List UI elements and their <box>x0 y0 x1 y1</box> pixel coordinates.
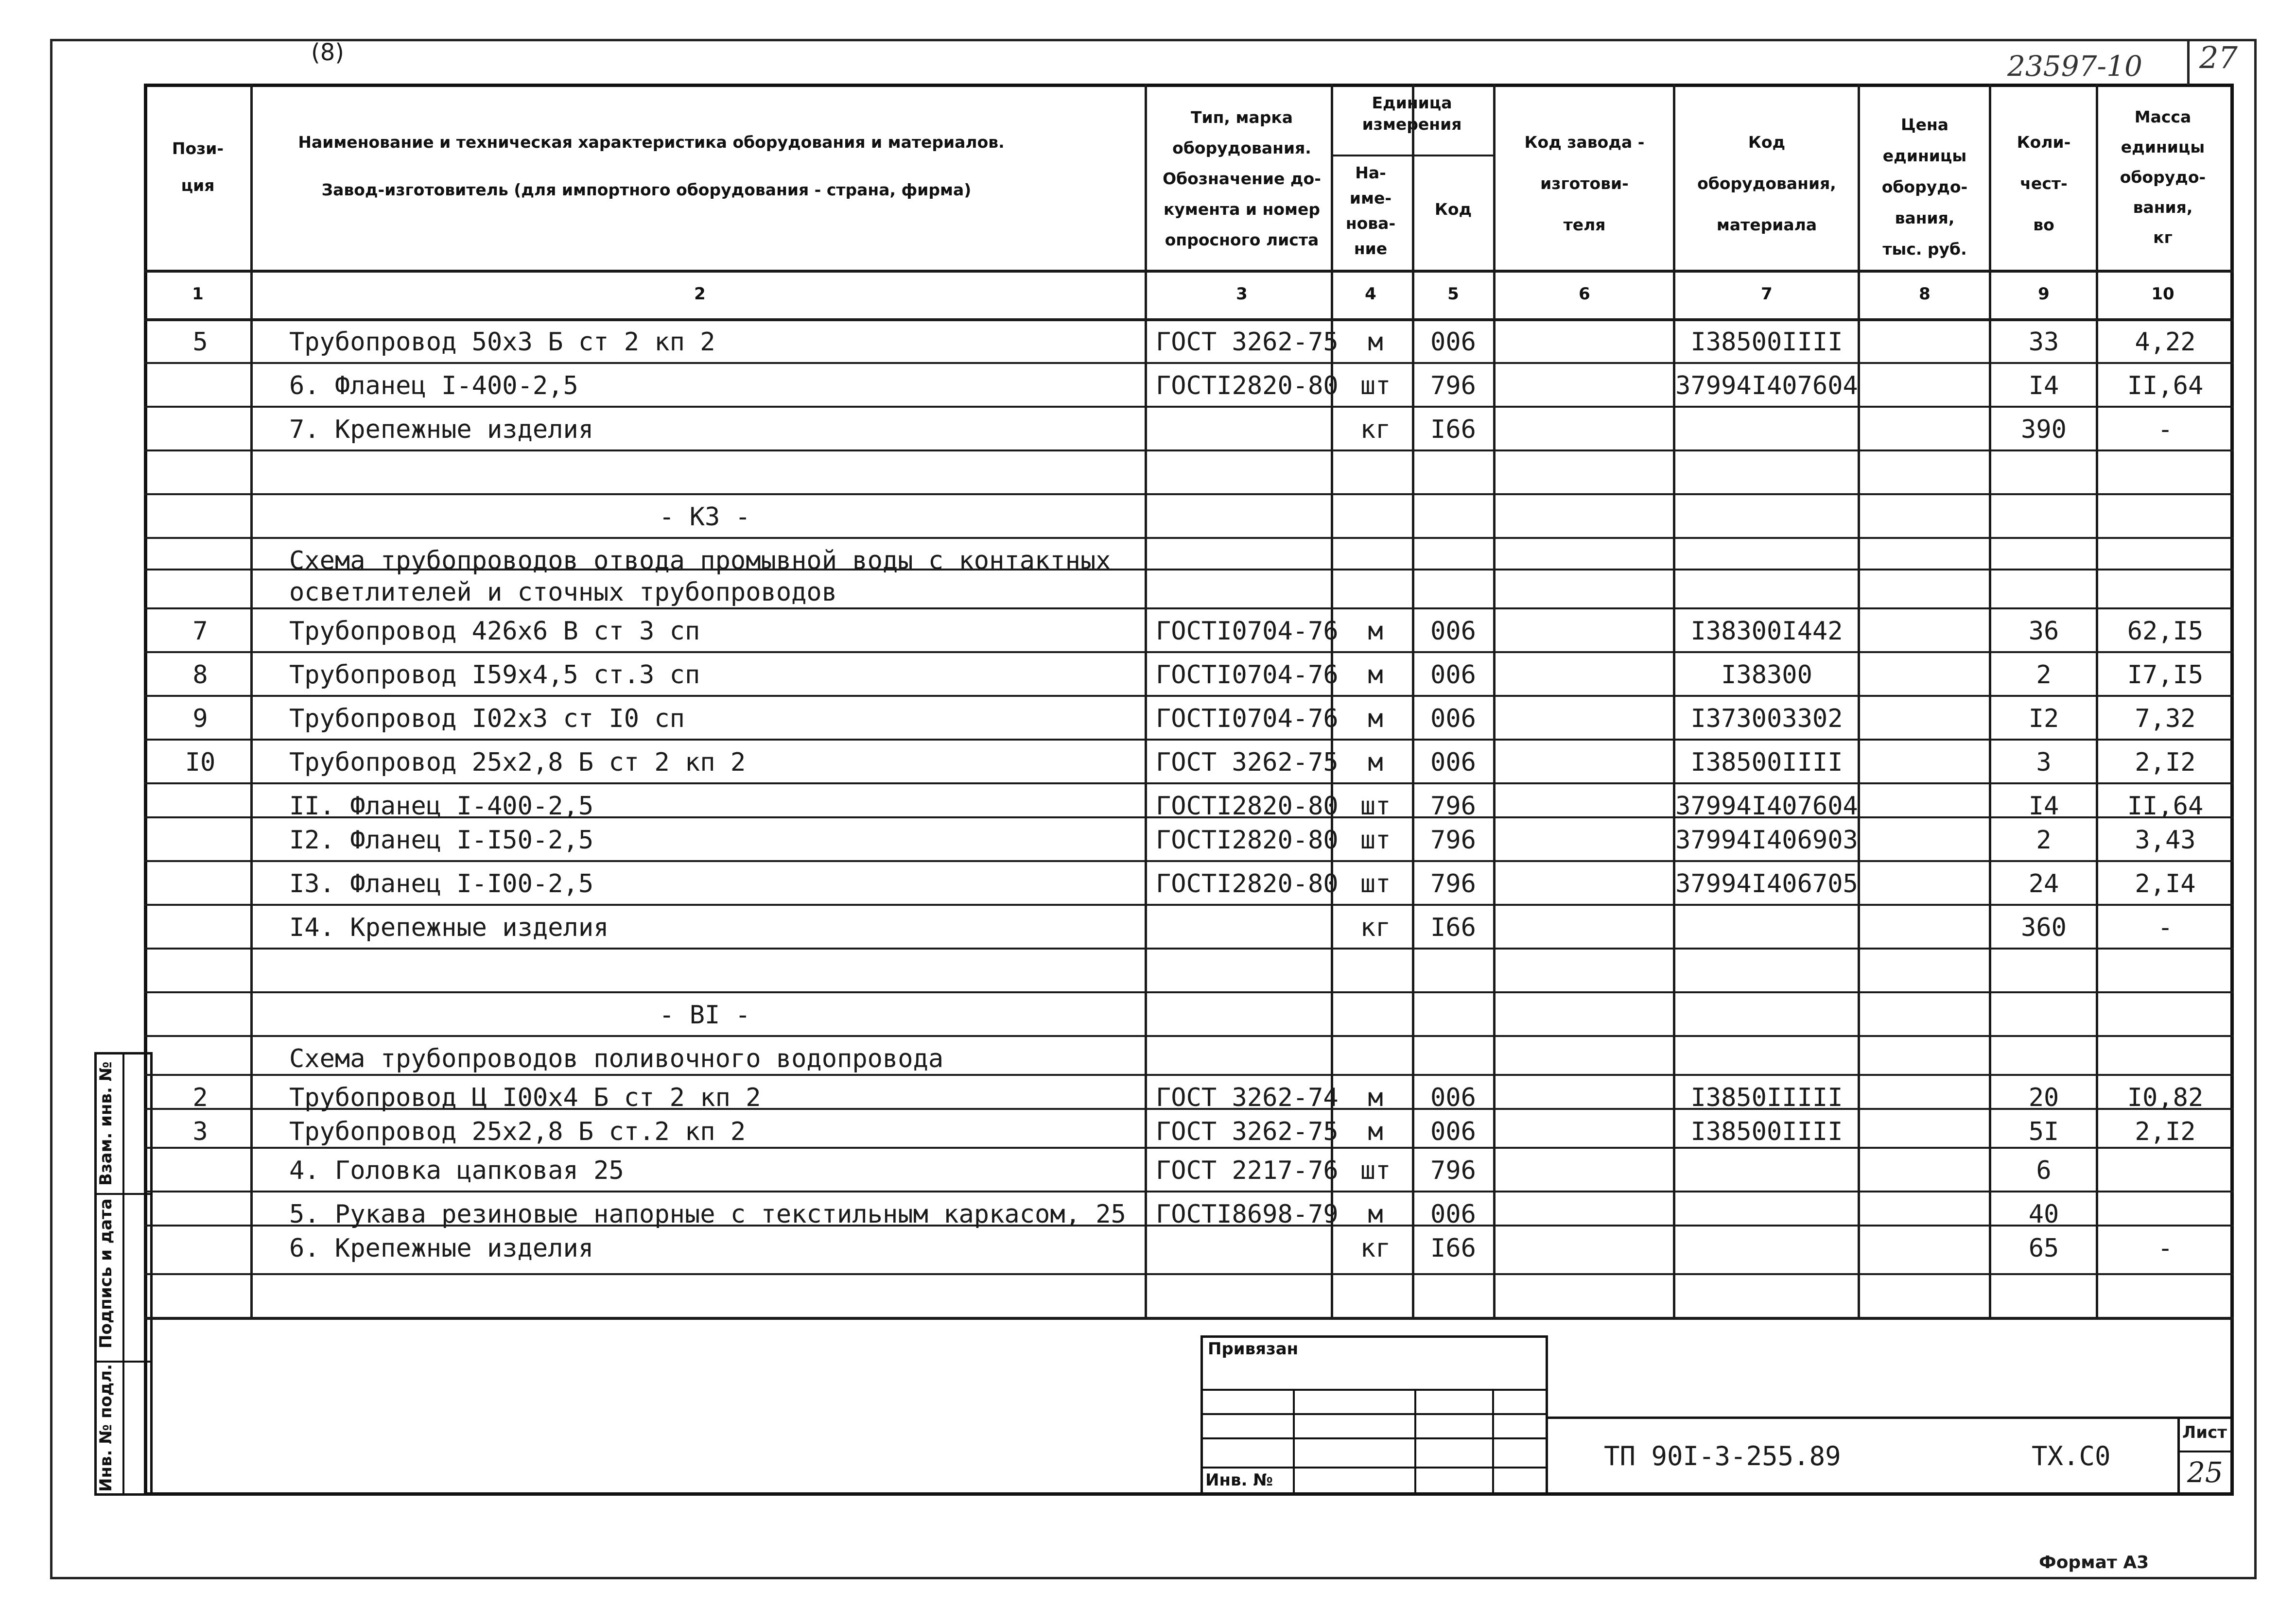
row-mass: 2,I4 <box>2135 869 2196 899</box>
row-unit: м <box>1368 1117 1383 1146</box>
row-equipment-code: I38500IIII <box>1690 328 1843 357</box>
header-mass: Масса единицы оборудо- вания, кг <box>2120 107 2206 247</box>
row-name: I2. Фланец I-I50-2,5 <box>289 826 594 855</box>
header-unit-code: Код <box>1434 200 1472 219</box>
row-mass <box>2100 451 2231 495</box>
row-position <box>147 818 254 862</box>
row-mass: I7,I5 <box>2127 660 2204 690</box>
side-stamp-signature-date: Подпись и дата <box>96 1198 116 1348</box>
row-unit: шт <box>1360 792 1391 821</box>
inv-label: Инв. № <box>1205 1470 1273 1490</box>
row-quantity: 20 <box>2028 1083 2059 1112</box>
row-unit: м <box>1368 660 1383 690</box>
row-mass: 2,I2 <box>2135 1117 2196 1146</box>
row-unit-code: 006 <box>1430 617 1476 646</box>
header-name-line1: Наименование и техническая характеристика оборудования и материалов. <box>298 133 1005 152</box>
row-unit-code: I66 <box>1430 1234 1476 1263</box>
row-position <box>147 1275 254 1319</box>
row-unit-code: 006 <box>1430 748 1476 777</box>
row-position <box>147 364 254 408</box>
row-name: Трубопровод 426х6 В ст 3 сп <box>289 617 700 646</box>
row-quantity: 2 <box>2036 660 2052 690</box>
row-mass: 62,I5 <box>2127 617 2204 646</box>
sheet-box-line <box>2177 1451 2234 1452</box>
row-position <box>147 1149 254 1192</box>
row-type <box>1156 451 1340 495</box>
row-position <box>147 408 254 451</box>
row-type: ГОСТI0704-76 <box>1156 617 1339 646</box>
format-label: Формат А3 <box>2039 1553 2149 1572</box>
row-type: ГОСТ 3262-75 <box>1156 1117 1339 1146</box>
row-quantity <box>1995 1037 2092 1081</box>
row-unit: шт <box>1360 869 1391 899</box>
grid-line <box>1145 84 1147 1317</box>
row-quantity: 360 <box>2021 913 2067 942</box>
row-mass <box>2100 495 2231 539</box>
header-equipment-code: Код оборудования, материала <box>1697 133 1836 234</box>
row-quantity: 390 <box>2021 415 2067 444</box>
row-type: ГОСТI2820-80 <box>1156 869 1339 899</box>
row-unit: кг <box>1360 1234 1391 1263</box>
header-factory-code: Код завода - изготови- теля <box>1524 133 1645 234</box>
header-unit: Единица измерения <box>1362 93 1462 134</box>
grid-line <box>144 270 2234 273</box>
row-equipment-code: I373003302 <box>1690 704 1843 733</box>
row-type <box>1156 1227 1340 1270</box>
row-type: ГОСТ 3262-75 <box>1156 748 1339 777</box>
corner-number: 27 <box>2199 40 2238 75</box>
row-unit <box>1337 495 1414 539</box>
row-unit-code: I66 <box>1430 913 1476 942</box>
row-mass: 7,32 <box>2135 704 2196 733</box>
row-name: 5. Рукава резиновые напорные с текстильным каркасом, 25 <box>289 1200 1126 1229</box>
row-mass: 2,I2 <box>2135 748 2196 777</box>
row-name: I3. Фланец I-I00-2,5 <box>289 869 594 899</box>
row-equipment-code <box>1674 495 1859 539</box>
row-name: осветлителей и сточных трубопроводов <box>289 578 837 607</box>
column-number: 5 <box>1447 284 1459 304</box>
row-mass <box>2100 1149 2231 1192</box>
row-position: 5 <box>192 328 208 357</box>
column-number: 7 <box>1761 284 1773 304</box>
row-name: 4. Головка цапковая 25 <box>289 1156 624 1185</box>
row-position: I0 <box>185 748 216 777</box>
column-number: 1 <box>192 284 204 304</box>
column-number: 6 <box>1579 284 1590 304</box>
row-equipment-code <box>1674 1275 1859 1319</box>
row-type: ГОСТI2820-80 <box>1156 826 1339 855</box>
row-name: Трубопровод Ц I00х4 Б ст 2 кп 2 <box>289 1083 761 1112</box>
designation: ТП 90I-3-255.89 <box>1604 1441 1841 1471</box>
row-type <box>1156 906 1340 950</box>
row-unit: м <box>1368 704 1383 733</box>
row-type: ГОСТ 3262-75 <box>1156 328 1339 357</box>
row-position <box>147 862 254 906</box>
side-stamp-divider <box>94 1361 153 1363</box>
row-unit-code <box>1412 1275 1495 1319</box>
row-quantity: I4 <box>2028 371 2059 400</box>
bound-label: Привязан <box>1208 1339 1299 1359</box>
row-unit-code: 796 <box>1430 371 1476 400</box>
row-name <box>289 1275 1145 1319</box>
row-quantity: 6 <box>2036 1156 2052 1185</box>
handwritten-document-number: 23597-10 <box>2007 50 2142 83</box>
row-position <box>147 451 254 495</box>
side-stamp-replaced-inv: Взам. инв. № <box>96 1061 116 1186</box>
side-stamp-divider <box>94 1193 153 1195</box>
row-quantity: I2 <box>2028 704 2059 733</box>
row-unit-code <box>1412 570 1495 614</box>
column-number: 9 <box>2038 284 2050 304</box>
column-number: 10 <box>2151 284 2174 304</box>
header-unit-name: На- име- нова- ние <box>1345 163 1396 258</box>
row-equipment-code <box>1674 950 1859 993</box>
row-quantity <box>1995 451 2092 495</box>
row-unit-code: 006 <box>1430 1083 1476 1112</box>
row-quantity: 36 <box>2028 617 2059 646</box>
row-type <box>1156 408 1340 451</box>
row-mass <box>2100 570 2231 614</box>
row-unit <box>1337 993 1414 1037</box>
row-equipment-code <box>1674 451 1859 495</box>
row-name: Трубопровод 25х2,8 Б ст.2 кп 2 <box>289 1117 746 1146</box>
row-mass <box>2100 950 2231 993</box>
header-position: Пози- ция <box>172 139 224 195</box>
row-unit <box>1337 1275 1414 1319</box>
row-position <box>147 1037 254 1081</box>
row-name: - ВI - <box>659 1001 750 1030</box>
row-type <box>1156 495 1340 539</box>
row-equipment-code: I38500IIII <box>1690 1117 1843 1146</box>
row-equipment-code <box>1674 1227 1859 1270</box>
row-position: 2 <box>192 1083 208 1112</box>
row-equipment-code: I38300 <box>1721 660 1812 690</box>
row-name: Трубопровод 25х2,8 Б ст 2 кп 2 <box>289 748 746 777</box>
row-mass: I0,82 <box>2127 1083 2204 1112</box>
row-mass: - <box>2157 1234 2173 1263</box>
row-unit: кг <box>1360 913 1391 942</box>
column-number: 3 <box>1236 284 1248 304</box>
stamp-line <box>1492 1389 1494 1496</box>
stamp-line <box>1200 1437 1548 1439</box>
row-equipment-code <box>1674 408 1859 451</box>
row-name: 7. Крепежные изделия <box>289 415 594 444</box>
sheet-label: Лист <box>2182 1423 2227 1442</box>
row-unit: шт <box>1360 371 1391 400</box>
row-name <box>289 950 1145 993</box>
row-type <box>1156 1275 1340 1319</box>
row-name: Трубопровод 50х3 Б ст 2 кп 2 <box>289 328 715 357</box>
stamp-line <box>1414 1389 1416 1496</box>
row-position: 7 <box>192 617 208 646</box>
row-type: ГОСТ 2217-76 <box>1156 1156 1339 1185</box>
grid-line <box>1989 84 1991 1317</box>
row-unit <box>1337 570 1414 614</box>
row-type: ГОСТI2820-80 <box>1156 371 1339 400</box>
row-unit-code: 006 <box>1430 1117 1476 1146</box>
row-quantity <box>1995 993 2092 1037</box>
row-type <box>1156 993 1340 1037</box>
row-position <box>147 1227 254 1270</box>
row-equipment-code: I38300I442 <box>1690 617 1843 646</box>
row-position <box>147 993 254 1037</box>
row-type: ГОСТ 3262-74 <box>1156 1083 1339 1112</box>
row-unit-code: 006 <box>1430 328 1476 357</box>
row-type <box>1156 950 1340 993</box>
stamp-line <box>1200 1467 1548 1469</box>
row-position: 3 <box>192 1117 208 1146</box>
row-mass <box>2100 993 2231 1037</box>
column-number: 2 <box>694 284 706 304</box>
row-position: 9 <box>192 704 208 733</box>
row-name: Трубопровод I59х4,5 ст.3 сп <box>289 660 700 690</box>
row-unit <box>1337 1037 1414 1081</box>
row-position <box>147 906 254 950</box>
row-equipment-code: I3850IIIII <box>1690 1083 1843 1112</box>
row-unit-code: 796 <box>1430 826 1476 855</box>
row-unit-code <box>1412 495 1495 539</box>
row-quantity: 24 <box>2028 869 2059 899</box>
row-unit <box>1337 950 1414 993</box>
row-unit-code: 796 <box>1430 792 1476 821</box>
row-type <box>1156 570 1340 614</box>
row-type: ГОСТI0704-76 <box>1156 660 1339 690</box>
row-unit: м <box>1368 617 1383 646</box>
stamp-line <box>1200 1389 1548 1391</box>
row-unit-code: 796 <box>1430 869 1476 899</box>
row-unit-code: 006 <box>1430 704 1476 733</box>
row-unit: шт <box>1360 826 1391 855</box>
row-quantity <box>1995 1275 2092 1319</box>
header-price: Цена единицы оборудо- вания, тыс. руб. <box>1881 115 1968 259</box>
row-unit-code: 796 <box>1430 1156 1476 1185</box>
row-mass: II,64 <box>2127 792 2204 821</box>
row-mass: 4,22 <box>2135 328 2196 357</box>
row-unit: м <box>1368 1200 1383 1229</box>
row-equipment-code <box>1674 906 1859 950</box>
row-equipment-code: 37994I406705 <box>1675 869 1858 899</box>
row-name: Схема трубопроводов отвода промывной воды с контактных <box>289 546 1111 575</box>
side-stamp-divider <box>122 1052 124 1496</box>
row-unit: м <box>1368 748 1383 777</box>
row-unit: кг <box>1360 415 1391 444</box>
row-name: 6. Крепежные изделия <box>289 1234 594 1263</box>
row-equipment-code <box>1674 570 1859 614</box>
main-stamp-top-line <box>1548 1417 2234 1419</box>
header-name-line2: Завод-изготовитель (для импортного оборудования - страна, фирма) <box>321 180 972 199</box>
grid-line <box>2096 84 2098 1317</box>
column-number: 8 <box>1919 284 1931 304</box>
stamp-line <box>1200 1413 1548 1415</box>
row-equipment-code <box>1674 993 1859 1037</box>
row-unit: м <box>1368 328 1383 357</box>
row-mass: - <box>2157 415 2173 444</box>
sheet-marker: (8) <box>311 39 344 66</box>
row-unit-code: I66 <box>1430 415 1476 444</box>
row-mass <box>2100 1275 2231 1319</box>
row-equipment-code: I38500IIII <box>1690 748 1843 777</box>
row-unit-code: 006 <box>1430 660 1476 690</box>
row-name: II. Фланец I-400-2,5 <box>289 792 594 821</box>
row-type: ГОСТI8698-79 <box>1156 1200 1339 1229</box>
header-quantity: Коли- чест- во <box>2017 133 2071 234</box>
document-mark: ТХ.С0 <box>2032 1441 2111 1471</box>
row-quantity: 40 <box>2028 1200 2059 1229</box>
row-unit-code: 006 <box>1430 1200 1476 1229</box>
row-position <box>147 950 254 993</box>
sheet-number: 25 <box>2187 1456 2223 1489</box>
row-name <box>289 451 1145 495</box>
row-unit: м <box>1368 1083 1383 1112</box>
row-unit-code <box>1412 1037 1495 1081</box>
row-type <box>1156 1037 1340 1081</box>
row-type: ГОСТI0704-76 <box>1156 704 1339 733</box>
row-mass: II,64 <box>2127 371 2204 400</box>
row-name: I4. Крепежные изделия <box>289 913 609 942</box>
row-name: 6. Фланец I-400-2,5 <box>289 371 578 400</box>
sheet-box-line <box>2177 1417 2180 1496</box>
stamp-line <box>1293 1389 1295 1496</box>
row-unit: шт <box>1360 1156 1391 1185</box>
column-number: 4 <box>1365 284 1376 304</box>
row-quantity: 5I <box>2028 1117 2059 1146</box>
row-quantity <box>1995 950 2092 993</box>
row-quantity: 3 <box>2036 748 2052 777</box>
row-name: Схема трубопроводов поливочного водопровода <box>289 1044 944 1073</box>
row-quantity: I4 <box>2028 792 2059 821</box>
row-unit-code <box>1412 950 1495 993</box>
row-equipment-code: 37994I407604 <box>1675 371 1858 400</box>
row-type: ГОСТI2820-80 <box>1156 792 1339 821</box>
row-equipment-code <box>1674 1037 1859 1081</box>
row-quantity: 33 <box>2028 328 2059 357</box>
row-equipment-code: 37994I407604 <box>1675 792 1858 821</box>
row-name: Трубопровод I02х3 ст I0 сп <box>289 704 685 733</box>
row-quantity <box>1995 570 2092 614</box>
row-unit <box>1337 451 1414 495</box>
row-position <box>147 570 254 614</box>
row-quantity: 2 <box>2036 826 2052 855</box>
row-quantity <box>1995 495 2092 539</box>
row-equipment-code <box>1674 1149 1859 1192</box>
row-unit-code <box>1412 993 1495 1037</box>
side-stamp-inv-original: Инв. № подл. <box>96 1364 116 1492</box>
row-name: - К3 - <box>659 502 750 532</box>
row-quantity: 65 <box>2028 1234 2059 1263</box>
row-unit-code <box>1412 451 1495 495</box>
header-type: Тип, марка оборудования. Обозначение до- кумента и номер опросного листа <box>1163 108 1321 249</box>
row-position: 8 <box>192 660 208 690</box>
row-mass <box>2100 1037 2231 1081</box>
row-position <box>147 495 254 539</box>
row-equipment-code: 37994I406903 <box>1675 826 1858 855</box>
row-mass: 3,43 <box>2135 826 2196 855</box>
row-mass: - <box>2157 913 2173 942</box>
